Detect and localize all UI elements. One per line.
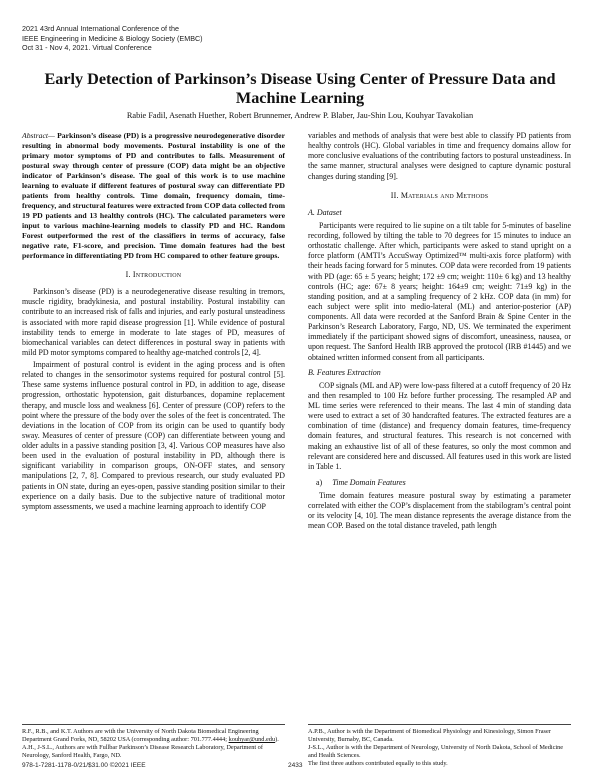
footnote-affiliation-1-text: R.F., R.B., and K.T. Authors are with the University of North Dakota Biomedical Engineering Department Grand Forks, ND, 58202 USA (corresponding author: 701.777.4444; [22,728,259,744]
footnote-affiliation-2: A.H., J-S.L., Authors are with Fullbar Parkinson’s Disease Research Laboratory, Department of Neurology, Sanford Health, Fargo, ND. [22,744,263,760]
time-domain-heading-text: Time Domain Features [332,477,406,487]
intro-paragraph-2: Impairment of postural control is evident in the aging process and is often related to changes in the sensorimotor systems required for postural control [5]. These same systems influence postural control in PD, in addition to age, disease progression, orthostatic hypotension, gait disturbances, dopamine replacement therapy, and muscle loss and weakness [6]. Center of pressure (COP) refers to the point where the pressure of the body over the soles of the feet is concentrated. The deviations in the location of COP from its origin can be used to quantify body sway. Measures of center of pressure (COP) can differentiate between young and older adults in a passive standing position [3, 4]. Various COP measures have also been used in the evaluation of postural instability in PD, although there is significant variability in comparison groups, ON-OFF states, and sensory manipulations [2, 7, 8]. Compared to previous research, our study evaluated PD patients in ON state, during an eyes-open, passive standing position similar to their experience on a daily basis. Due to the subjective nature of traditional motor symptom assessments, we used a machine learning approach to identify COP [22,360,285,511]
right-column [308,131,571,532]
conference-line-2: IEEE Engineering in Medicine & Biology Society (EMBC) [22,33,203,43]
time-domain-heading [308,478,571,488]
dataset-heading: A. Dataset [308,207,342,217]
footnote-affiliation-1-end: ). [275,736,279,744]
conference-line-1: 2021 43rd Annual International Conference of the [22,24,180,33]
page-number: 2433 [288,762,303,769]
methods-heading: II. Materials and Methods [390,190,489,200]
features-heading: B. Features Extraction [308,367,381,377]
left-column [22,131,285,512]
abstract [22,131,285,261]
footnote-equal-contribution: The first three authors contributed equally to this study. [308,760,448,768]
intro-paragraph-1: Parkinson’s disease (PD) is a neurodegenerative disease resulting in tremors, muscle rigidity, bradykinesia, and postural instability. Postural instability can contribute to an increased risk of falls and injuries, and early postural unsteadiness is associated with more rapid disease progression [1]. While evidence of postural instability tends to emerge in moderate to late stages of PD, measures of biomechanical variables can detect differences in postural sway in patients with mild PD motor symptoms compared to healthy age-matched controls [2, 4]. [22,287,285,357]
time-domain-heading-number: a) [316,477,323,487]
author-list: Rabie Fadil, Asenath Huether, Robert Brunnemer, Andrew P. Blaber, Jau-Shin Lou, Kouhyar Tavakolian [126,111,474,120]
intro-paragraph-continued: variables and methods of analysis that were best able to classify PD patients from healthy controls (HC). Global variables in time and frequency domains allow for more conclusive evaluations of the contributing factors to postural unsteadiness. In the same manner, structural analyses were designed to capture dynamic postural changes during standing [9]. [308,131,571,181]
paper-title: Early Detection of Parkinson’s Disease Using Center of Pressure Data and Machine Learning [44,70,556,107]
conference-line-3: Oct 31 - Nov 4, 2021. Virtual Conference [22,43,152,53]
features-paragraph: COP signals (ML and AP) were low-pass filtered at a cutoff frequency of 20 Hz and then resampled to 100 Hz before further processing. The resampled AP and ML time series were referenced to their means. The last 4 min of standing data were used to extract a set of 30 handcrafted features. The extracted features are a combination of time (distance) and frequency domain features, time-frequency domain features, and structural features. This research is not concerned with making an exhaustive list of all of these features, so only the most common and relevant are considered here and discussed. All features used in this work are listed in Table 1. [308,380,571,471]
isbn-copyright: 978-1-7281-1178-0/21/$31.00 ©2021 IEEE [22,762,146,769]
abstract-lead: Abstract— [22,131,55,140]
intro-heading: I. Introduction [125,270,182,279]
conference-header [22,24,203,53]
footnote-email-link[interactable]: kouhyar@und.edu [228,736,276,744]
footnote-affiliation-3: A.P.B., Author is with the Department of Biomedical Physiology and Kinesiology, Simon Fraser University, Burnaby, BC, Canada. [308,728,551,744]
left-footnotes [22,724,285,760]
time-domain-paragraph: Time domain features measure postural sway by estimating a parameter correlated with either the COP’s displacement from the stabilogram’s central point or its velocity [4, 10]. The mean distance represents the average distance from the mean COP. Based on the total distance traveled, path length [308,491,571,531]
dataset-paragraph: Participants were required to lie supine on a tilt table for 5-minutes of baseline recording, followed by tilting the table to 70 degrees for 15 minutes to induce an orthostatic challenge. After which, participants were asked to stand upright on a force platform (AMTI’s AccuSway Optimized™ multi-axis force platform) with their heads facing forward for 5 minutes. COP data were recorded from 19 patients with PD (age: 65 ± 5 years; height; 172 ±9 cm; weight: 110± 6 kg) and 13 healthy controls (HC; age: 67± 8 years; height: 164±9 cm; weight: 71±9 kg) in the standing position, and at a sampling frequency of 2 kHz. COP data (in mm) for each subject were split into medio-lateral (ML) and anterior-posterior (AP) components. All data were recorded at the Sanford Brain & Spine Center in the Parkinson’s Research Laboratory, Fargo, ND, US. We terminated the experiment immediately if the participant showed signs of discomfort, uneasiness, nausea, or upon request. The Sanford Health IRB approved the protocol (IRB #1445) and we obtained written informed consent from all participants. [308,220,571,362]
right-footnotes [308,724,571,768]
abstract-text: Parkinson’s disease (PD) is a progressive neurodegenerative disorder resulting in abnormal body movements. Postural instability is one of the primary motor symptoms of PD and contributes to falls. Measurement of postural sway through center of pressure (COP) data might be an objective indicator of Parkinson’s disease. The goal of this work is to use machine learning to evaluate if different features of postural sway can differentiate PD patients from healthy controls. Time domain, frequency domain, time-frequency, and structural features were extracted from COP data collected from 19 PD patients and 13 healthy controls (HC). The calculated parameters were input to various machine-learning models to classify PD and HC. Random Forest outperformed the rest of the classifiers in terms of accuracy, false negative rate, F1-score, and precision. Time domain features had the best performance in differentiating PD from HC compared to other feature groups. [22,131,285,260]
footnote-affiliation-4: J-S.L., Author is with the Department of Neurology, University of North Dakota, School of Medicine and Health Sciences. [308,744,564,760]
footnote-affiliation-1 [22,728,285,744]
